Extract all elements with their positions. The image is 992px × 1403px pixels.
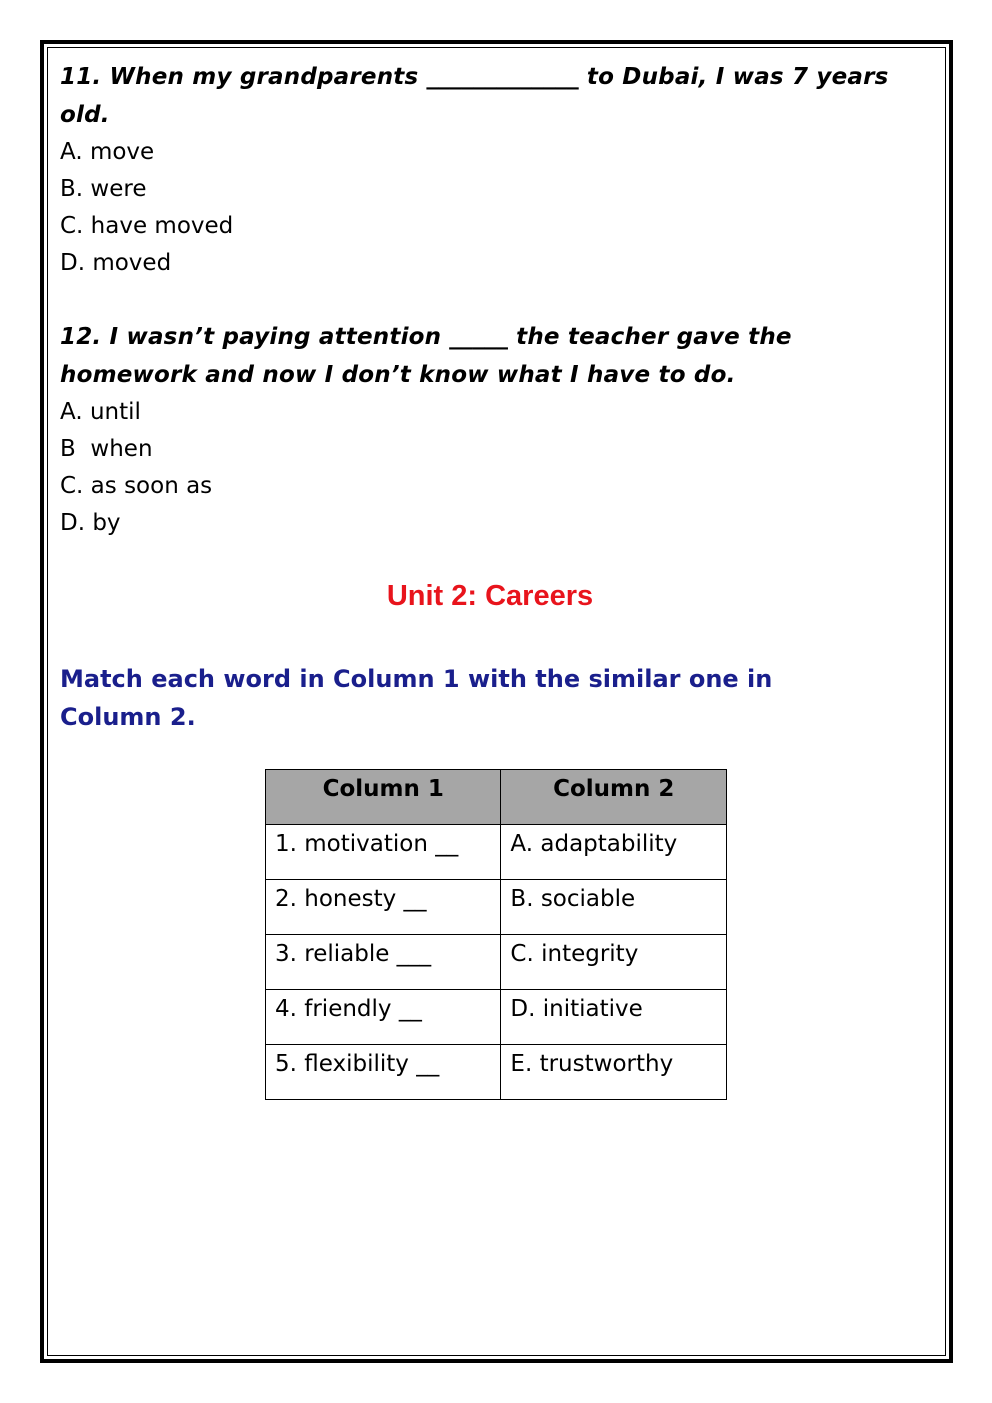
column-1-cell: 3. reliable ___ — [266, 935, 501, 990]
worksheet-content — [60, 58, 920, 736]
unit-title: Unit 2: Careers — [386, 580, 594, 612]
option-b: B when — [60, 436, 153, 462]
question-stem: 12. I wasn’t paying attention _____ the teacher gave the homework and now I don’t know what I have to do. — [60, 324, 792, 388]
table-row — [266, 990, 727, 1045]
table-row — [266, 935, 727, 990]
option-d: D. by — [60, 510, 121, 536]
question-stem: 11. When my grandparents _____________ to Dubai, I was 7 years old. — [60, 64, 889, 128]
column-1-cell: 5. flexibility __ — [266, 1045, 501, 1100]
option-a: A. move — [60, 139, 155, 165]
option-a: A. until — [60, 399, 141, 425]
column-2-header: Column 2 — [501, 770, 727, 825]
table-header-row — [266, 770, 727, 825]
option-c: C. as soon as — [60, 473, 213, 499]
column-2-cell: C. integrity — [501, 935, 727, 990]
table-row — [266, 825, 727, 880]
matching-instruction: Match each word in Column 1 with the similar one in Column 2. — [60, 665, 773, 731]
option-c: C. have moved — [60, 213, 234, 239]
column-1-cell: 1. motivation __ — [266, 825, 501, 880]
question-11 — [60, 58, 920, 282]
column-1-header: Column 1 — [266, 770, 501, 825]
column-2-cell: A. adaptability — [501, 825, 727, 880]
option-d: D. moved — [60, 250, 172, 276]
column-2-cell: D. initiative — [501, 990, 727, 1045]
table-row — [266, 880, 727, 935]
column-1-cell: 2. honesty __ — [266, 880, 501, 935]
table-row — [266, 1045, 727, 1100]
column-2-cell: B. sociable — [501, 880, 727, 935]
column-1-cell: 4. friendly __ — [266, 990, 501, 1045]
column-2-cell: E. trustworthy — [501, 1045, 727, 1100]
option-b: B. were — [60, 176, 147, 202]
question-12 — [60, 318, 920, 542]
matching-table — [265, 769, 727, 1100]
